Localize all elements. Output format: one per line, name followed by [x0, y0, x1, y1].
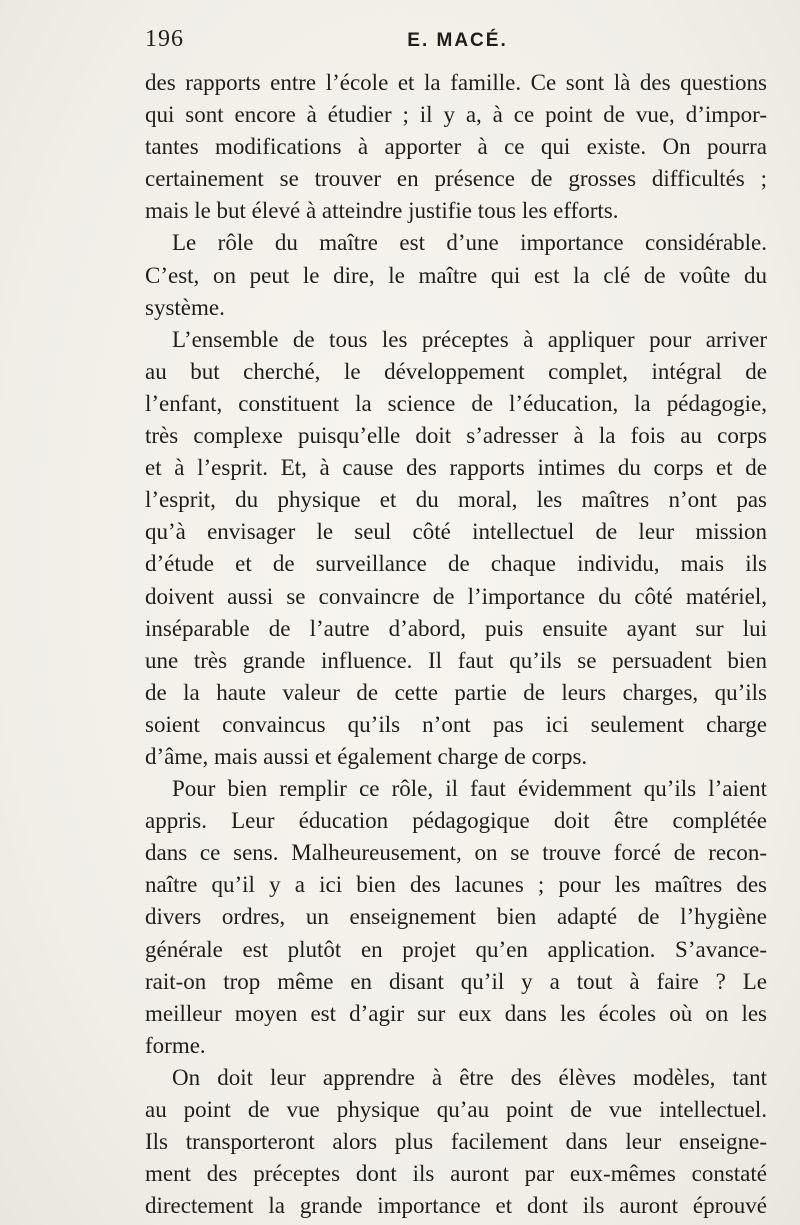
text-line: doivent aussi se convaincre de l’importance du côté matériel,	[145, 583, 767, 609]
text-line: et à l’esprit. Et, à cause des rapports intimes du corps et de	[145, 455, 767, 481]
text-line: qu’à envisager le seul côté intellectuel de leur mission	[145, 519, 767, 545]
body-text	[145, 67, 767, 1222]
text-line: Ils transporteront alors plus facilement dans leur enseigne-	[145, 1129, 767, 1155]
text-line: dans ce sens. Malheureusement, on se trouve forcé de recon-	[145, 840, 767, 866]
text-line: mais le but élevé à atteindre justifie tous les efforts.	[145, 198, 619, 224]
text-line: C’est, on peut le dire, le maître qui est la clé de voûte du	[145, 262, 767, 288]
text-line: Le rôle du maître est d’une importance considérable.	[172, 230, 767, 256]
text-line: appris. Leur éducation pédagogique doit être complétée	[145, 808, 767, 834]
text-line: très complexe puisqu’elle doit s’adresser à la fois au corps	[145, 423, 767, 449]
text-line: Pour bien remplir ce rôle, il faut évidemment qu’ils l’aient	[172, 776, 767, 802]
text-line: d’âme, mais aussi et également charge de corps.	[145, 743, 588, 769]
text-line: directement la grande importance et dont ils auront éprouvé	[145, 1193, 767, 1219]
text-line: tantes modifications à apporter à ce qui existe. On pourra	[145, 134, 767, 160]
text-line: ment des préceptes dont ils auront par eux-mêmes constaté	[145, 1161, 767, 1187]
text-line: soient convaincus qu’ils n’ont pas ici seulement charge	[145, 711, 767, 737]
text-line: l’esprit, du physique et du moral, les maîtres n’ont pas	[145, 487, 767, 513]
text-line: de la haute valeur de cette partie de leurs charges, qu’ils	[145, 679, 767, 705]
text-line: qui sont encore à étudier ; il y a, à ce point de vue, d’impor-	[145, 102, 767, 128]
text-line: système.	[145, 294, 225, 320]
text-line: On doit leur apprendre à être des élèves modèles, tant	[172, 1064, 767, 1090]
text-line: meilleur moyen est d’agir sur eux dans les écoles où on les	[145, 1000, 767, 1026]
text-line: L’ensemble de tous les préceptes à appliquer pour arriver	[172, 326, 767, 352]
text-line: au but cherché, le développement complet, intégral de	[145, 358, 767, 384]
page-number: 196	[145, 26, 184, 52]
text-line: inséparable de l’autre d’abord, puis ensuite ayant sur lui	[145, 615, 767, 641]
text-line: l’enfant, constituent la science de l’éducation, la pédagogie,	[145, 390, 767, 416]
text-line: naître qu’il y a ici bien des lacunes ; pour les maîtres des	[145, 872, 767, 898]
text-line: certainement se trouver en présence de grosses difficultés ;	[145, 166, 767, 192]
text-line: rait-on trop même en disant qu’il y a tout à faire ? Le	[145, 968, 767, 994]
running-head: E. MACÉ.	[407, 30, 508, 51]
text-line: forme.	[145, 1032, 206, 1058]
text-line: au point de vue physique qu’au point de vue intellectuel.	[145, 1097, 767, 1122]
text-line: divers ordres, un enseignement bien adapté de l’hygiène	[145, 904, 767, 930]
text-line: d’étude et de surveillance de chaque individu, mais ils	[145, 551, 767, 577]
page-header	[145, 26, 770, 60]
text-line: des rapports entre l’école et la famille. Ce sont là des questions	[145, 70, 767, 95]
text-line: une très grande influence. Il faut qu’ils se persuadent bien	[145, 647, 767, 673]
text-line: générale est plutôt en projet qu’en application. S’avance-	[145, 936, 767, 962]
